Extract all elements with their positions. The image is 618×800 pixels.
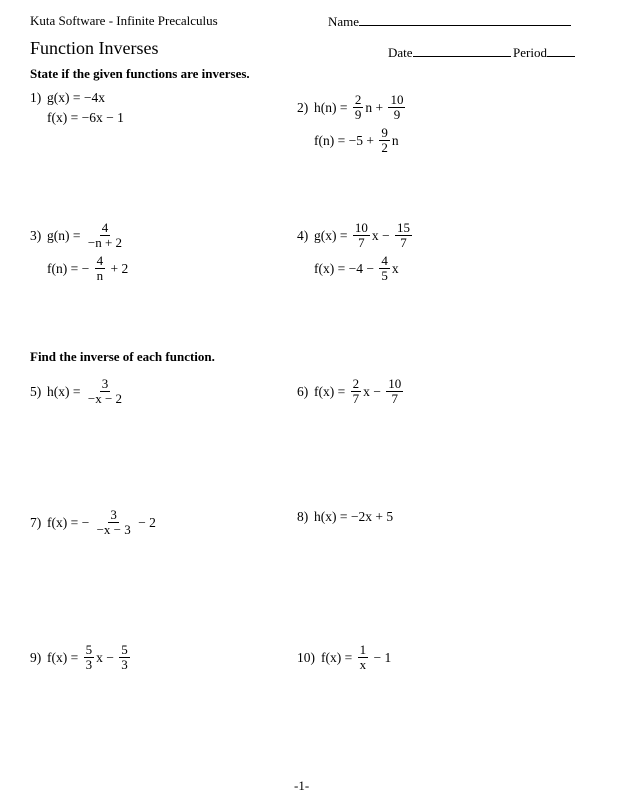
fraction-denominator: 7 bbox=[400, 235, 407, 250]
equation-line bbox=[30, 643, 132, 672]
problem-number: 4) bbox=[297, 227, 309, 243]
math-text: f(x) = bbox=[47, 649, 82, 665]
fraction-numerator: 5 bbox=[121, 642, 128, 657]
equation bbox=[47, 508, 156, 537]
fraction-denominator: 7 bbox=[391, 391, 398, 406]
equation-line bbox=[297, 509, 393, 525]
fraction-denominator: 5 bbox=[381, 268, 388, 283]
problem-4 bbox=[297, 221, 414, 287]
fraction bbox=[353, 221, 370, 250]
section-2-instruction: Find the inverse of each function. bbox=[30, 349, 215, 364]
fraction-numerator: 10 bbox=[354, 220, 368, 235]
fraction-denominator: 7 bbox=[358, 235, 365, 250]
fraction-numerator: 5 bbox=[85, 642, 93, 657]
equation bbox=[314, 126, 399, 155]
name-label: Name bbox=[328, 14, 360, 29]
equation bbox=[321, 643, 391, 672]
fraction-denominator: x bbox=[359, 657, 367, 672]
problem-number: 6) bbox=[297, 383, 309, 399]
problem-number: 1) bbox=[30, 90, 42, 105]
period-label: Period bbox=[513, 45, 547, 60]
math-text: f(x) = bbox=[314, 383, 349, 399]
problem-8 bbox=[297, 509, 393, 529]
math-text: f(x) = − bbox=[47, 514, 93, 530]
fraction bbox=[84, 643, 95, 672]
equation bbox=[47, 90, 105, 106]
fraction bbox=[388, 93, 405, 122]
problem-9 bbox=[30, 643, 132, 676]
problem-6 bbox=[297, 377, 405, 410]
equation bbox=[314, 377, 405, 406]
equation bbox=[314, 254, 399, 283]
equation bbox=[47, 377, 126, 406]
fraction-numerator: 4 bbox=[381, 253, 388, 268]
fraction-numerator: 2 bbox=[354, 92, 362, 107]
period-field[interactable] bbox=[513, 44, 575, 61]
equation bbox=[47, 643, 132, 672]
fraction-denominator: n bbox=[96, 268, 104, 283]
math-text: x bbox=[391, 260, 399, 276]
fraction-denominator: 7 bbox=[352, 391, 360, 406]
problem-number: 7) bbox=[30, 514, 42, 530]
fraction-denominator: 9 bbox=[393, 107, 401, 122]
math-text: f(n) = − bbox=[47, 260, 93, 276]
problem-number: 8) bbox=[297, 509, 309, 524]
page-number: -1- bbox=[294, 778, 310, 793]
date-label: Date bbox=[388, 45, 413, 60]
fraction-numerator: 3 bbox=[101, 376, 109, 391]
equation-line bbox=[30, 508, 156, 537]
problem-5 bbox=[30, 377, 126, 410]
fraction bbox=[395, 221, 412, 250]
fraction-denominator: 9 bbox=[354, 107, 362, 122]
problem-number: 3) bbox=[30, 227, 42, 243]
fraction-numerator: 3 bbox=[110, 507, 117, 522]
fraction-numerator: 1 bbox=[359, 642, 367, 657]
math-text: g(n) = bbox=[47, 227, 84, 243]
fraction-denominator: −x − 2 bbox=[87, 391, 123, 406]
math-text: g(x) = bbox=[314, 227, 351, 243]
equation-line bbox=[30, 90, 124, 106]
equation-line bbox=[30, 110, 124, 126]
equation-line bbox=[297, 126, 407, 155]
math-text: f(n) = −5 + bbox=[314, 132, 378, 148]
equation-line bbox=[297, 93, 407, 122]
math-text: f(x) = bbox=[321, 649, 356, 665]
fraction bbox=[95, 254, 106, 283]
fraction-numerator: 10 bbox=[388, 376, 402, 391]
problem-3 bbox=[30, 221, 128, 287]
fraction-denominator: 3 bbox=[121, 657, 128, 672]
fraction-denominator: −x − 3 bbox=[96, 522, 131, 537]
problem-number: 9) bbox=[30, 649, 42, 665]
fraction-numerator: 4 bbox=[101, 220, 109, 235]
fraction bbox=[353, 93, 364, 122]
math-text: x − bbox=[363, 383, 385, 399]
section-1-instruction: State if the given functions are inverses. bbox=[30, 66, 250, 81]
math-text: − 2 bbox=[134, 514, 156, 530]
equation-line bbox=[297, 221, 414, 250]
fraction bbox=[119, 643, 130, 672]
period-blank[interactable] bbox=[547, 44, 575, 57]
equation bbox=[314, 221, 414, 250]
problem-number: 5) bbox=[30, 383, 42, 399]
date-field[interactable] bbox=[388, 44, 511, 61]
problem-7 bbox=[30, 508, 156, 541]
name-field[interactable] bbox=[328, 13, 571, 30]
fraction-numerator: 15 bbox=[396, 220, 410, 235]
fraction bbox=[86, 221, 124, 250]
date-blank[interactable] bbox=[413, 44, 511, 57]
fraction-numerator: 2 bbox=[352, 376, 360, 391]
problem-2 bbox=[297, 93, 407, 159]
math-text: h(n) = bbox=[314, 99, 351, 115]
name-blank[interactable] bbox=[359, 13, 571, 26]
fraction bbox=[379, 254, 390, 283]
math-text: f(x) = −4 − bbox=[314, 260, 378, 276]
problem-number: 10) bbox=[297, 649, 315, 665]
equation-line bbox=[30, 221, 128, 250]
equation-line bbox=[297, 643, 391, 672]
math-text: − 1 bbox=[370, 649, 392, 665]
fraction bbox=[95, 508, 133, 537]
math-text: h(x) = −2x + 5 bbox=[314, 509, 394, 524]
worksheet-title: Function Inverses bbox=[30, 38, 159, 58]
software-label: Kuta Software - Infinite Precalculus bbox=[30, 13, 218, 28]
fraction bbox=[379, 126, 390, 155]
equation-line bbox=[30, 254, 128, 283]
math-text: f(x) = −6x − 1 bbox=[47, 110, 124, 125]
fraction-numerator: 4 bbox=[96, 253, 104, 268]
math-text: n + bbox=[365, 99, 387, 115]
fraction-denominator: 3 bbox=[85, 657, 93, 672]
fraction bbox=[386, 377, 403, 406]
math-text: n bbox=[391, 132, 399, 148]
math-text: g(x) = −4x bbox=[47, 90, 105, 105]
equation bbox=[47, 110, 124, 126]
fraction bbox=[86, 377, 124, 406]
equation bbox=[47, 254, 128, 283]
equation-line bbox=[30, 377, 126, 406]
fraction-denominator: 2 bbox=[381, 140, 388, 155]
problem-10 bbox=[297, 643, 391, 676]
equation-line bbox=[297, 377, 405, 406]
equation bbox=[314, 509, 393, 525]
equation bbox=[314, 93, 407, 122]
math-text: x − bbox=[96, 649, 118, 665]
math-text: x − bbox=[371, 227, 393, 243]
equation bbox=[47, 221, 126, 250]
fraction bbox=[358, 643, 369, 672]
equation-line bbox=[297, 254, 414, 283]
math-text: h(x) = bbox=[47, 383, 84, 399]
problem-1 bbox=[30, 90, 124, 130]
fraction bbox=[351, 377, 362, 406]
fraction-numerator: 10 bbox=[390, 92, 404, 107]
fraction-numerator: 9 bbox=[381, 125, 388, 140]
math-text: + 2 bbox=[107, 260, 129, 276]
fraction-denominator: −n + 2 bbox=[87, 235, 123, 250]
problem-number: 2) bbox=[297, 99, 309, 115]
